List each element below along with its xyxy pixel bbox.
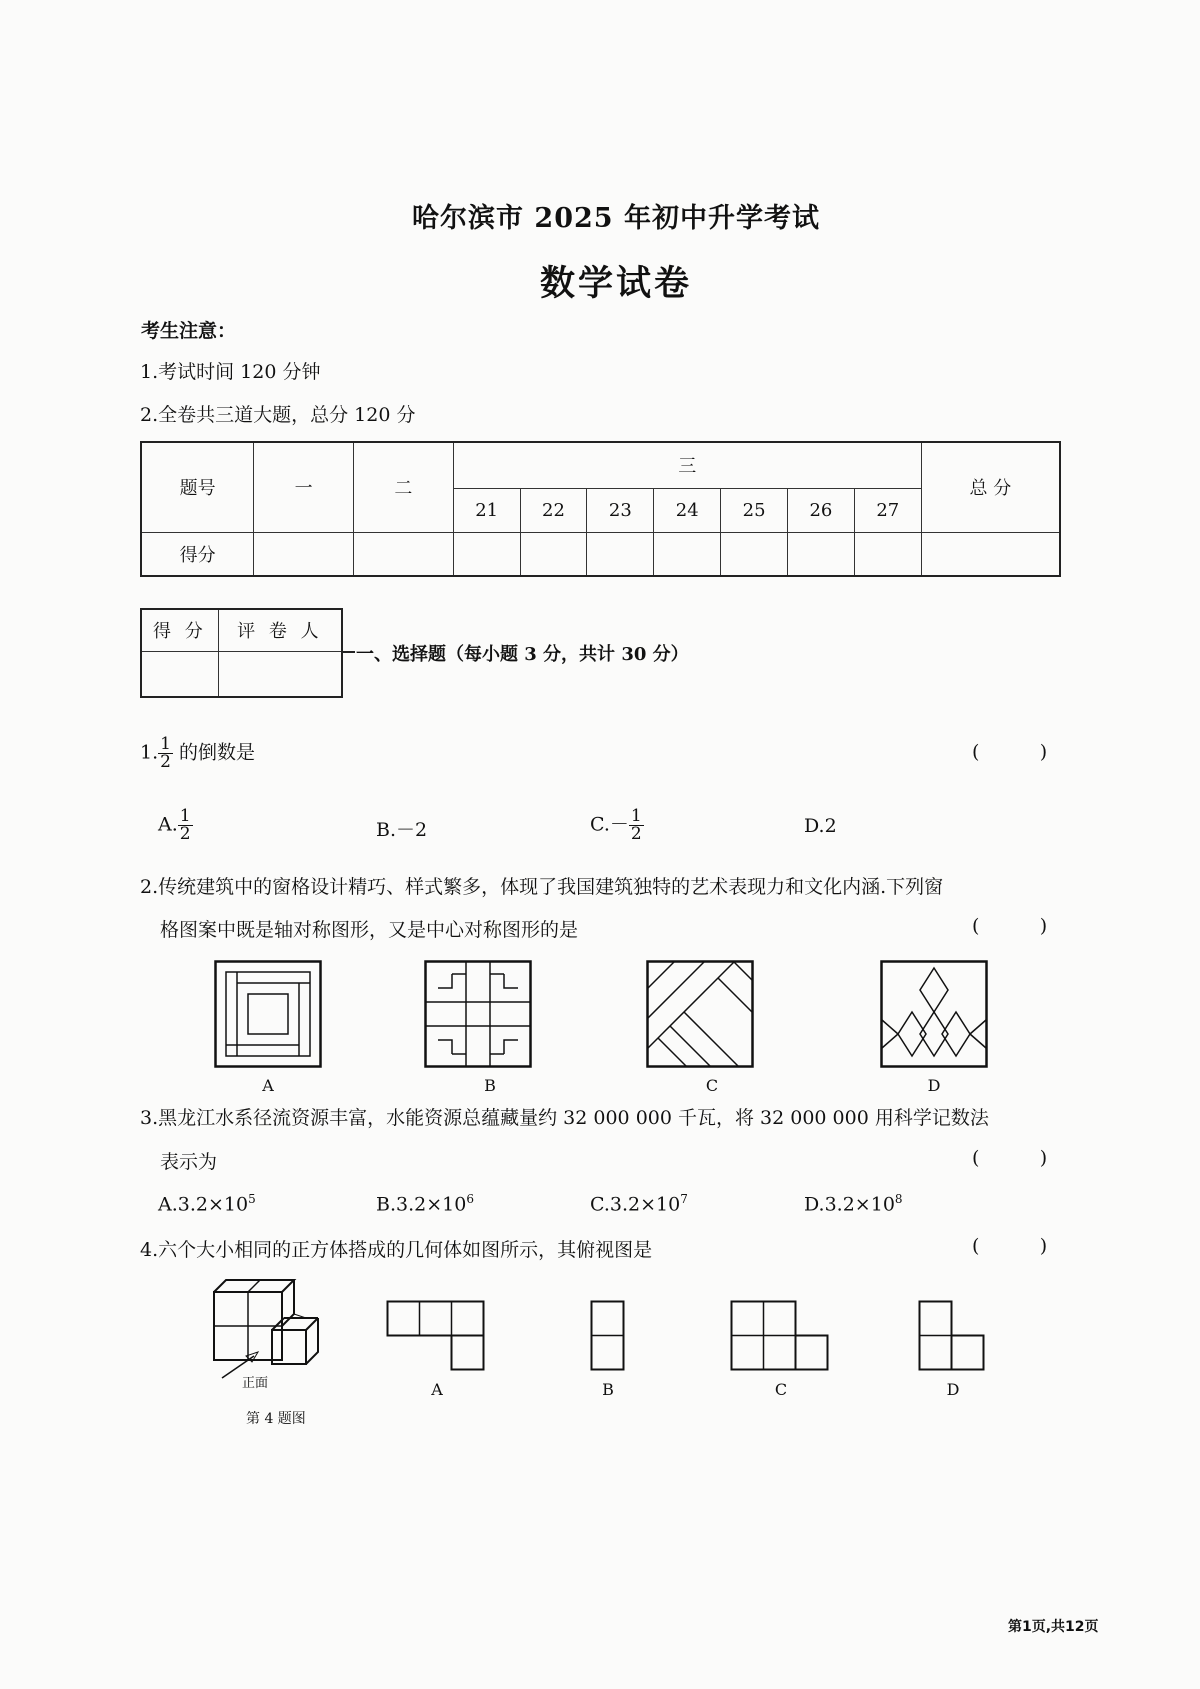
notice-item-1: 1.考试时间 120 分钟 xyxy=(140,361,321,383)
score-cell[interactable] xyxy=(353,532,453,576)
q3-option-d xyxy=(804,1192,903,1215)
col-three: 三 xyxy=(453,442,921,488)
q1-opt-c-num: 1 xyxy=(630,806,642,826)
grader-name-cell[interactable] xyxy=(218,651,342,697)
q3-line-1: 3.黑龙江水系径流资源丰富，水能资源总蕴藏量约 32 000 000 千瓦，将 32 000 000 用科学记数法 xyxy=(140,1107,989,1129)
grader-score-label: 得 分 xyxy=(141,609,218,651)
q4-label-a: A xyxy=(431,1380,443,1399)
q2-label-b: B xyxy=(484,1076,496,1095)
score-cell[interactable] xyxy=(654,532,721,576)
q1-opt-a-den: 2 xyxy=(179,824,191,844)
q4-option-b-figure xyxy=(590,1300,626,1372)
q1-opt-a-prefix: A. xyxy=(158,813,178,836)
q2-line-1: 2.传统建筑中的窗格设计精巧、样式繁多，体现了我国建筑独特的艺术表现力和文化内涵.下列窗 xyxy=(140,876,944,898)
col-one: 一 xyxy=(254,442,354,532)
score-cell[interactable] xyxy=(453,532,520,576)
grader-name-label: 评 卷 人 xyxy=(218,609,342,651)
section-connector xyxy=(343,651,355,653)
q1-option-b: B.－2 xyxy=(376,819,428,841)
q3-opt-c-exp: 7 xyxy=(680,1192,688,1206)
q2-figure-d xyxy=(880,960,988,1068)
q2-figure-c xyxy=(646,960,754,1068)
q2-figure-b xyxy=(424,960,532,1068)
sub-col: 25 xyxy=(721,488,788,532)
q3-option-a xyxy=(158,1192,256,1215)
q1-answer-paren[interactable]: ( ) xyxy=(972,741,1048,763)
q4-solid-figure xyxy=(210,1276,336,1386)
score-cell[interactable] xyxy=(788,532,855,576)
score-cell[interactable] xyxy=(587,532,654,576)
q4-answer-paren[interactable]: ( ) xyxy=(972,1235,1048,1257)
q3-option-b xyxy=(376,1192,474,1215)
sub-col: 26 xyxy=(788,488,855,532)
q4-option-d-figure xyxy=(918,1300,988,1372)
q1-opt-c-frac xyxy=(629,808,644,843)
grader-score-cell[interactable] xyxy=(141,651,218,697)
score-cell[interactable] xyxy=(854,532,921,576)
q3-opt-d-base: D.3.2×10 xyxy=(804,1193,895,1216)
q2-figure-a xyxy=(214,960,322,1068)
q3-opt-b-exp: 6 xyxy=(466,1192,474,1206)
q2-label-d: D xyxy=(927,1076,941,1095)
section-title: 一、选择题（每小题 3 分，共计 30 分） xyxy=(356,644,689,665)
score-cell[interactable] xyxy=(520,532,587,576)
score-cell[interactable] xyxy=(921,532,1060,576)
q1-text: 的倒数是 xyxy=(179,741,256,764)
question-1 xyxy=(140,736,255,771)
q2-label-c: C xyxy=(705,1076,719,1095)
sub-col: 22 xyxy=(520,488,587,532)
q2-line-2: 格图案中既是轴对称图形，又是中心对称图形的是 xyxy=(160,919,579,941)
exam-title: 哈尔滨市 2025 年初中升学考试 xyxy=(412,203,820,234)
notice-heading: 考生注意： xyxy=(141,320,237,342)
q2-label-a: A xyxy=(262,1076,274,1095)
q1-option-d: D.2 xyxy=(804,815,837,837)
score-cell[interactable] xyxy=(721,532,788,576)
q1-frac-den: 2 xyxy=(160,752,171,772)
q3-option-c xyxy=(590,1192,688,1215)
score-cell[interactable] xyxy=(254,532,354,576)
q3-opt-d-exp: 8 xyxy=(894,1192,903,1206)
q1-frac-num: 1 xyxy=(160,734,171,754)
q3-answer-paren[interactable]: ( ) xyxy=(972,1147,1048,1169)
q1-opt-a-num: 1 xyxy=(179,806,191,826)
q1-opt-c-den: 2 xyxy=(630,824,642,844)
q1-opt-a-frac xyxy=(178,808,193,843)
sub-col: 27 xyxy=(854,488,921,532)
q1-opt-c-prefix: C.－ xyxy=(590,813,629,836)
q3-opt-a-exp: 5 xyxy=(248,1192,256,1206)
q2-answer-paren[interactable]: ( ) xyxy=(972,915,1048,937)
notice-item-2: 2.全卷共三道大题，总分 120 分 xyxy=(140,404,416,426)
q4-front-label: 正面 xyxy=(242,1376,269,1391)
q3-opt-c-base: C.3.2×10 xyxy=(590,1193,681,1216)
q4-option-c-figure xyxy=(730,1300,832,1372)
sub-col: 24 xyxy=(654,488,721,532)
row-label: 题号 xyxy=(141,442,254,532)
q3-opt-b-base: B.3.2×10 xyxy=(376,1193,467,1216)
grader-box xyxy=(140,608,343,698)
score-label: 得分 xyxy=(141,532,254,576)
q4-figure-caption: 第 4 题图 xyxy=(246,1411,306,1427)
q3-opt-a-base: A.3.2×10 xyxy=(158,1193,249,1216)
score-table xyxy=(140,441,1061,577)
page-footer: 第1页,共12页 xyxy=(1008,1619,1099,1635)
q1-prefix: 1. xyxy=(140,741,159,764)
q3-line-2: 表示为 xyxy=(160,1151,218,1173)
q4-option-a-figure xyxy=(386,1300,488,1372)
sub-col: 21 xyxy=(453,488,520,532)
col-total: 总 分 xyxy=(921,442,1060,532)
q1-fraction xyxy=(158,736,173,771)
exam-subtitle: 数学试卷 xyxy=(539,263,692,304)
q1-option-c xyxy=(590,808,644,843)
q4-label-c: C xyxy=(774,1380,788,1399)
sub-col: 23 xyxy=(587,488,654,532)
q4-label-d: D xyxy=(946,1380,960,1399)
q4-label-b: B xyxy=(602,1380,614,1399)
q4-text: 4.六个大小相同的正方体搭成的几何体如图所示，其俯视图是 xyxy=(140,1239,653,1261)
q1-option-a xyxy=(158,808,193,843)
col-two: 二 xyxy=(353,442,453,532)
